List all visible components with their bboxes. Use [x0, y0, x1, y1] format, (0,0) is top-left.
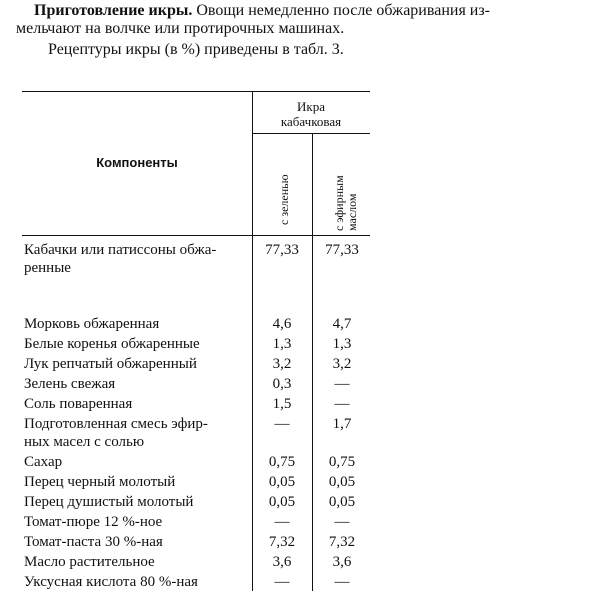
col2-header-line-2: маслом: [345, 193, 359, 231]
row-value-with-greens: 0,05: [268, 474, 296, 490]
row-name-line-1: Подготовленная смесь эфир-: [24, 416, 208, 432]
row-value-with-greens: 3,6: [272, 554, 292, 570]
row-name: Томат-пюре 12 %-ное: [24, 514, 163, 530]
row-name: Перец черный молотый: [24, 474, 176, 490]
row-value-with-greens: 0,75: [268, 454, 296, 470]
intro-line-2: мельчают на волчке или протирочных машинах.: [16, 20, 345, 37]
row-value-with-oil: 3,2: [332, 356, 352, 372]
row-value-with-oil: —: [334, 376, 350, 392]
row-value-with-greens: 1,3: [272, 336, 292, 352]
intro-line-3: Рецептуры икры (в %) приведены в табл. 3.: [48, 41, 344, 58]
row-value-with-greens: 3,2: [272, 356, 292, 372]
col1-header: с зеленью: [277, 174, 291, 225]
row-value-with-greens: —: [274, 574, 290, 590]
row-name: Томат-паста 30 %-ная: [24, 534, 163, 550]
row-value-with-greens: —: [274, 514, 290, 530]
row-value-with-greens: 1,5: [272, 396, 292, 412]
row-value-with-oil: 77,33: [325, 242, 359, 258]
row-name: Сахар: [24, 454, 63, 470]
intro-line-1: [16, 2, 598, 20]
row-name: Перец душистый молотый: [24, 494, 194, 510]
row-name: Лук репчатый обжаренный: [24, 356, 197, 372]
row-value-with-greens: —: [274, 416, 290, 432]
row-value-with-oil: 1,3: [332, 336, 352, 352]
group-header-line-1: Икра: [297, 99, 325, 114]
row-value-with-greens: 77,33: [265, 242, 299, 258]
row-name: Зелень свежая: [24, 376, 116, 392]
row-value-with-oil: 3,6: [332, 554, 352, 570]
row-value-with-oil: 7,32: [328, 534, 356, 550]
row-value-with-oil: 1,7: [332, 416, 352, 432]
row-name: [24, 415, 246, 451]
intro-heading: Приготовление икры.: [34, 2, 193, 19]
row-value-with-oil: —: [334, 574, 350, 590]
group-header: [252, 99, 370, 129]
header-bottom-rule: [22, 235, 370, 236]
row-name: Уксусная кислота 80 %-ная: [24, 574, 198, 590]
row-value-with-oil: 0,05: [328, 494, 356, 510]
table-top-rule: [22, 91, 370, 92]
intro-line-1-text: Овощи немедленно после обжаривания из-: [196, 2, 491, 19]
row-name-line-2: ных масел с солью: [24, 434, 145, 450]
row-value-with-greens: 0,3: [272, 376, 292, 392]
row-value-with-oil: 0,05: [328, 474, 356, 490]
col2-header-line-1: с эфирным: [332, 175, 346, 231]
row-name: Масло растительное: [24, 554, 155, 570]
row-value-with-greens: 7,32: [268, 534, 296, 550]
group-header-rule: [252, 133, 370, 134]
row-value-with-oil: 4,7: [332, 316, 352, 332]
row-value-with-greens: 4,6: [272, 316, 292, 332]
row-name: Соль поваренная: [24, 396, 133, 412]
components-header: Компоненты: [96, 155, 178, 170]
col2-header: [333, 175, 359, 231]
row-value-with-greens: 0,05: [268, 494, 296, 510]
row-name: [24, 241, 246, 277]
row-name-line-1: Кабачки или патиссоны обжа-: [24, 242, 217, 258]
recipe-table: [22, 91, 370, 591]
row-value-with-oil: —: [334, 396, 350, 412]
row-name: Белые коренья обжаренные: [24, 336, 200, 352]
group-header-line-2: кабачковая: [280, 114, 342, 129]
row-name: Морковь обжаренная: [24, 316, 160, 332]
row-value-with-oil: —: [334, 514, 350, 530]
table-divider-mid: [312, 133, 313, 591]
row-name-line-2: ренные: [24, 260, 71, 276]
intro-text: [16, 2, 598, 59]
row-value-with-oil: 0,75: [328, 454, 356, 470]
table-divider-left: [252, 91, 253, 591]
